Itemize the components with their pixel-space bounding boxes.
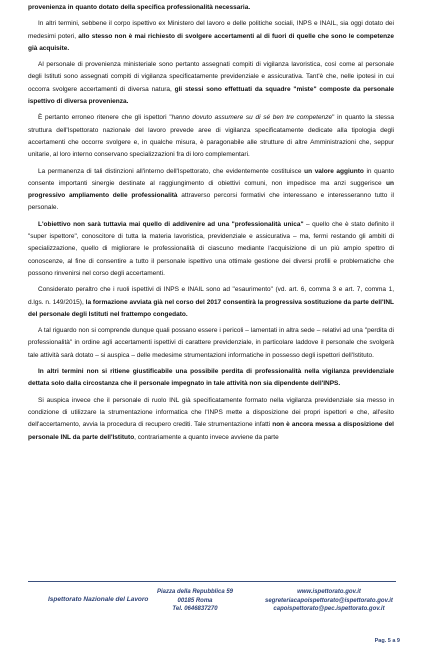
italic-text-run: hanno dovuto assumere su di sé ben tre competenze — [171, 114, 333, 122]
bold-text-run: non è ancora messa a disposizione del personale INL da parte dell'Istituto — [28, 421, 394, 441]
bold-text-run: allo stesso non è mai richiesto di svolgere accertamenti al di fuori di quelle che sono le competenze già acquisite. — [28, 32, 394, 52]
text-run: Considerato peraltro che i ruoli ispettivi di INPS e INAIL sono ad "esaurimento" (vd. art. 6, comma 3 e art. 7, comma 1, d.lgs. n. 149/2015), — [28, 286, 394, 306]
paragraph — [28, 112, 394, 161]
footer-office-name: Ispettorato Nazionale del Lavoro — [48, 596, 149, 603]
footer-address-street: Piazza della Repubblica 59 — [156, 589, 234, 595]
document-body — [28, 2, 394, 444]
paragraph — [28, 366, 394, 391]
paragraph — [28, 284, 394, 321]
bold-text-run: In altri termini non si ritiene giustificabile una possibile perdita di professionalità nella vigilanza previdenziale dettata solo dalla circostanza che il personale impegnato in tale attività non sia dipendente dell'INPS. — [28, 368, 394, 388]
paragraph — [28, 2, 394, 14]
footer-divider — [28, 581, 396, 582]
paragraph — [28, 325, 394, 362]
text-run: " in quanto la stessa struttura dell'Ispettorato nazionale del lavoro prevede aree di vigilanza specificatamente dedicate alla tipologia degli accertamenti che occorre svolgere e, in qualche misura, è paragonabile alle strutture di altre Amministrazioni che, seppur unitarie, al loro interno conservano specializzazioni fra di loro complementari. — [28, 114, 394, 159]
text-run: La permanenza di tali distinzioni all'interno dell'Ispettorato, che evidentemente costituisce — [38, 167, 305, 175]
footer-address — [140, 588, 250, 614]
text-run: in quanto consente importanti sinergie destinate al raggiungimento di obiettivi comuni, non impedisce ma anzi suggerisce — [28, 167, 394, 187]
paragraph — [28, 166, 394, 215]
footer-pec-link[interactable]: capoispettorato@pec.ispettorato.gov.it — [273, 606, 385, 612]
text-run: Si auspica invece che il personale di ruolo INL già specificatamente formato nella vigilanza previdenziale sia messo in condizione di utilizzare la strumentazione informatica che l'INPS mette a disposizione dei propri ispettori e che, all'esito dell'accertamento, avvia la procedura di recupero crediti. Tale strumentazione infatti — [28, 396, 394, 429]
bold-text-run: provenienza in quanto dotato della specifica professionalità necessaria. — [28, 4, 251, 11]
bold-text-run: un valore aggiunto — [304, 167, 364, 175]
footer-contacts — [244, 588, 414, 614]
bold-text-run: un progressivo ampliamento delle professionalità — [28, 179, 394, 200]
page-number: Pag. 5 a 9 — [374, 638, 400, 644]
footer-address-phone: Tel. 0646837270 — [172, 606, 218, 612]
text-run: , contrariamente a quanto invece avviene da parte — [134, 433, 279, 441]
bold-text-run: gli stessi sono effettuati da squadre "miste" composte da personale ispettivo di diversa provenienza. — [28, 85, 394, 106]
bold-text-run: L'obiettivo non sarà tuttavia mai quello di addivenire ad una "professionalità unica" — [38, 220, 304, 228]
footer-email-link[interactable]: segreteriacapoispettorato@ispettorato.gov.it — [265, 597, 393, 604]
paragraph — [28, 219, 394, 280]
text-run: È pertanto erroneo ritenere che gli ispettori " — [38, 114, 172, 122]
text-run: A tal riguardo non si comprende dunque quali possano essere i pericoli – lamentati in altra sede – relativi ad una "perdita di professionalità" in ordine agli accertamenti ispettivi di carattere previdenziale, in particolare laddove il personale che svolgerà tale attività sarà dotato – si auspica – delle medesime strumentazioni informatiche in possesso degli ispettori dell'Istituto. — [28, 327, 394, 359]
text-run: In altri termini, sebbene il corpo ispettivo ex Ministero del lavoro e delle politiche sociali, INPS e INAIL, sia oggi dotato dei medesimi poteri, — [28, 20, 394, 40]
paragraph — [28, 18, 394, 55]
paragraph — [28, 395, 394, 444]
footer-website-link[interactable]: www.ispettorato.gov.it — [297, 589, 361, 595]
footer-address-city: 00185 Roma — [177, 597, 213, 604]
text-run: attraverso percorsi formativi che interessano e interesseranno tutto il personale. — [28, 192, 394, 212]
text-run: Al personale di provenienza ministeriale sono pertanto assegnati compiti di vigilanza lavoristica, così come al personale degli Istituti sono assegnati compiti di vigilanza specificatamente previdenziale e assicurativa. Tant'è che, nelle ipotesi in cui occorra svolgere accertamenti di diversa natura, — [28, 61, 394, 93]
bold-text-run: la formazione avviata già nel corso del 2017 consentirà la progressiva sostituzione da parte dell'INL del personale degli Istituti nel frattempo congedato. — [28, 298, 394, 318]
paragraph — [28, 59, 394, 108]
text-run: – quello che è stato definito il "super ispettore", conoscitore di tutta la materia lavoristica, previdenziale e assicurativa – ma, fermi restando gli ambiti di specializzazione, quello di migliorare le professionalità di ciascuno mediante l'acquisizione di un più ampio spettro di conoscenze, al fine di consentire a tutto il personale ispettivo una ottimale gestione dei diversi profili e problematiche che possono rinvenirsi nel corso degli accertamenti. — [28, 220, 395, 277]
